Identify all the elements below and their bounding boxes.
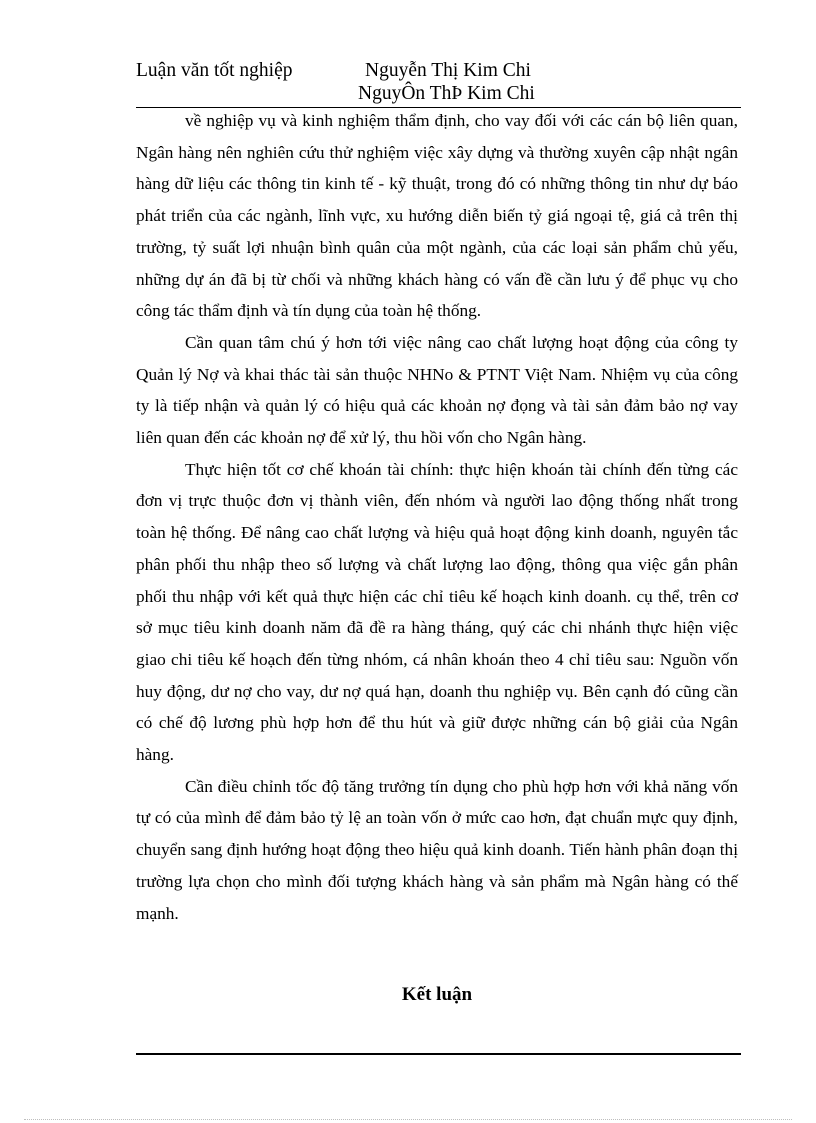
body-text: [136, 105, 738, 929]
document-type-label: Luận văn tốt nghiệp: [136, 60, 293, 81]
author-name: Nguyễn Thị Kim Chi: [365, 60, 531, 81]
paragraph: Cần quan tâm chú ý hơn tới việc nâng cao chất lượng hoạt động của công ty Quản lý Nợ và khai thác tài sản thuộc NHNo & PTNT Việt Nam. Nhiệm vụ của công ty là tiếp nhận và quản lý có hiệu quả các khoản nợ đọng và tài sản đảm bảo nợ vay liên quan đến các khoản nợ để xử lý, thu hồi vốn cho Ngân hàng.: [136, 332, 738, 448]
paragraph: Cần điều chỉnh tốc độ tăng trưởng tín dụng cho phù hợp hơn với khả năng vốn tự có của mình để đảm bảo tỷ lệ an toàn vốn ở mức cao hơn, đạt chuẩn mực quy định, chuyển sang định hướng hoạt động theo hiệu quả kinh doanh. Tiến hành phân đoạn thị trường lựa chọn cho mình đối tượng khách hàng và sản phẩm mà Ngân hàng có thế mạnh.: [136, 776, 738, 923]
footer-divider: [136, 1053, 741, 1055]
section-heading-conclusion: Kết luận: [401, 984, 473, 1005]
page-edge-line: [24, 1119, 792, 1120]
paragraph: về nghiệp vụ và kinh nghiệm thẩm định, cho vay đối với các cán bộ liên quan, Ngân hàng nên nghiên cứu thử nghiệm việc xây dựng và thường xuyên cập nhật ngân hàng dữ liệu các thông tin kinh tế - kỹ thuật, trong đó có những thông tin như dự báo phát triển của các ngành, lĩnh vực, xu hướng diễn biến tỷ giá ngoại tệ, giá cả trên thị trường, tỷ suất lợi nhuận bình quân của một ngành, của các loại sản phẩm chủ yếu, những dự án đã bị từ chối và những khách hàng có vấn đề cần lưu ý để phục vụ cho công tác thẩm định và tín dụng của toàn hệ thống.: [136, 111, 738, 321]
author-name-legacy-encoding: NguyÔn ThÞ Kim Chi: [358, 83, 535, 104]
paragraph: Thực hiện tốt cơ chế khoán tài chính: thực hiện khoán tài chính đến từng các đơn vị trực thuộc đơn vị thành viên, đến nhóm và người lao động thống nhất trong toàn hệ thống. Để nâng cao chất lượng và hiệu quả hoạt động kinh doanh, nguyên tắc phân phối thu nhập theo số lượng và chất lượng lao động, thông qua việc gắn phân phối thu nhập với kết quả thực hiện các chỉ tiêu kế hoạch kinh doanh. cụ thể, trên cơ sở mục tiêu kinh doanh năm đã đề ra hàng tháng, quý các chi nhánh thực hiện việc giao chi tiêu kế hoạch đến từng nhóm, cá nhân khoán theo 4 chỉ tiêu sau: Nguồn vốn huy động, dư nợ cho vay, dư nợ quá hạn, doanh thu nghiệp vụ. Bên cạnh đó cũng cần có chế độ lương phù hợp hơn để thu hút và giữ được những cán bộ giải của Ngân hàng.: [136, 459, 738, 765]
page-header: [136, 60, 741, 108]
